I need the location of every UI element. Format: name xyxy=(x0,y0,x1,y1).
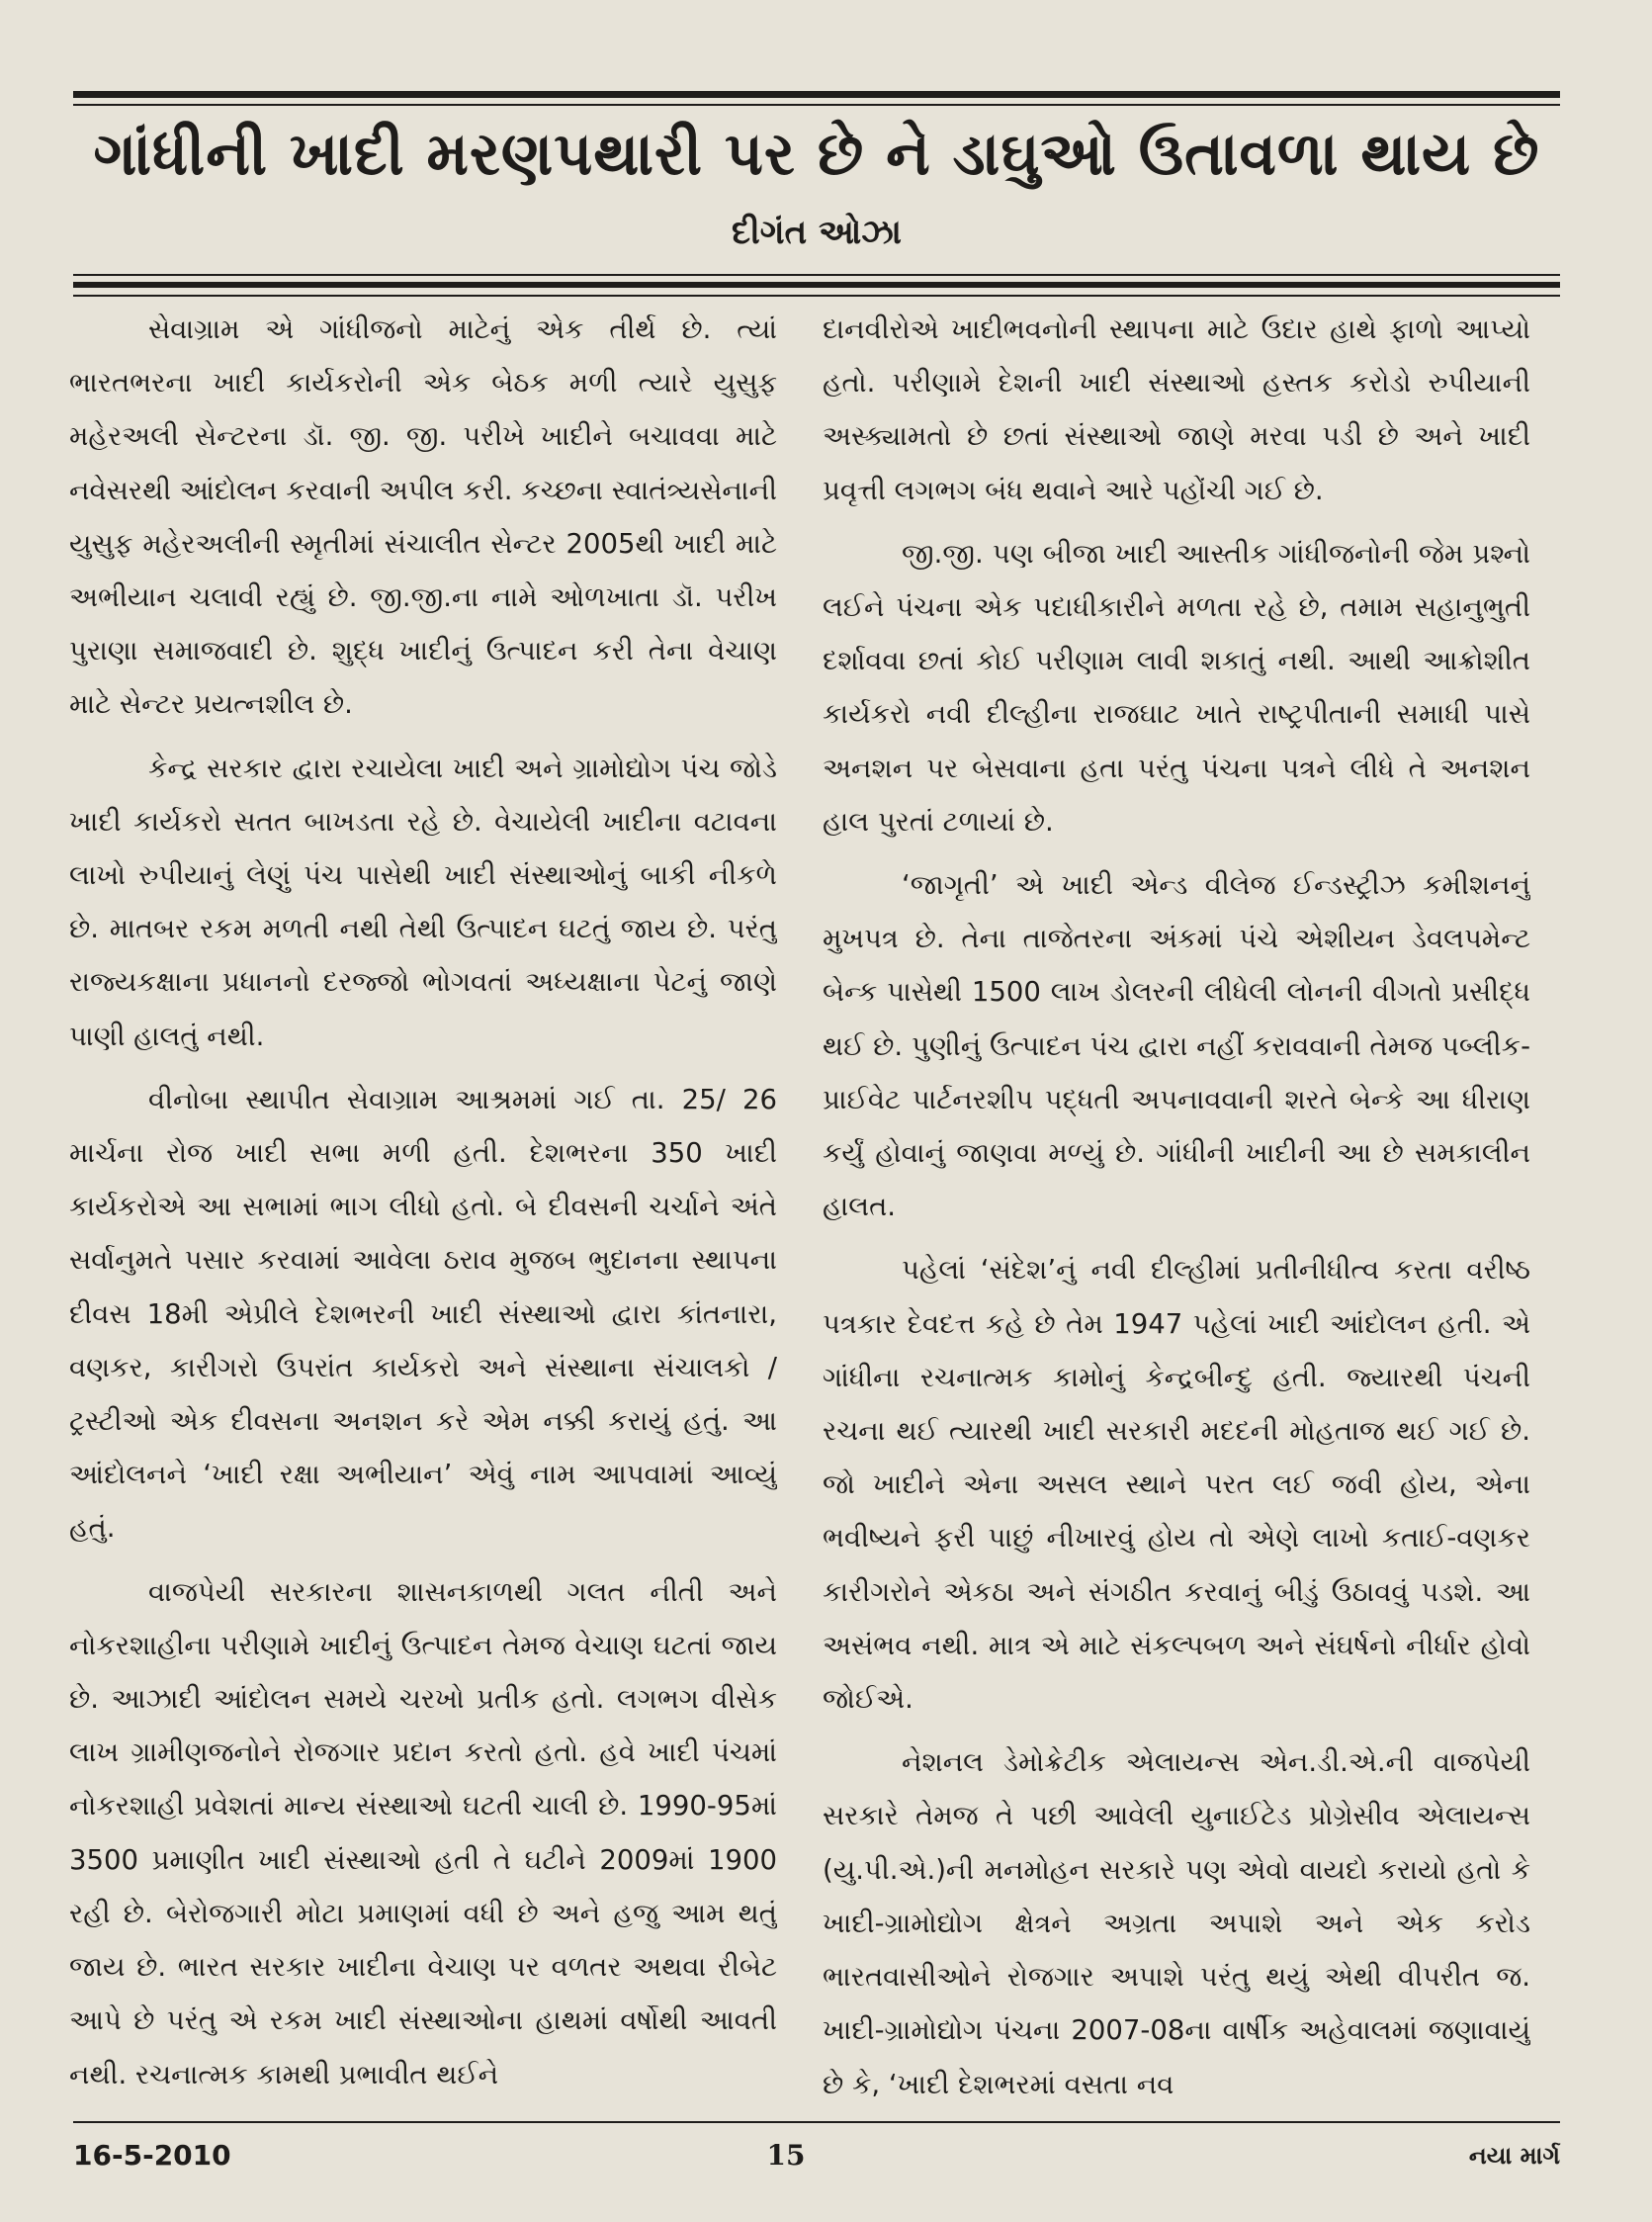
magazine-name: નયા માર્ગ xyxy=(1468,2142,1560,2170)
byline-rule-thin-top xyxy=(73,274,1560,276)
footer-rule xyxy=(73,2121,1560,2123)
paragraph: વાજપેયી સરકારના શાસનકાળથી ગલત નીતી અને નોકરશાહીના પરીણામે ખાદીનું ઉત્પાદન તેમજ વેચાણ ઘટતાં જાય છે. આઝાદી આંદોલન સમયે ચરખો પ્રતીક હતો. લગભગ વીસેક લાખ ગ્રામીણજનોને રોજગાર પ્રદાન કરતો હતો. હવે ખાદી પંચમાં નોકરશાહી પ્રવેશતાં માન્ય સંસ્થાઓ ઘટતી ચાલી છે. 1990-95માં 3500 પ્રમાણીત ખાદી સંસ્થાઓ હતી તે ઘટીને 2009માં 1900 રહી છે. બેરોજગારી મોટા પ્રમાણમાં વધી છે અને હજુ આમ થતું જાય છે. ભારત સરકાર ખાદીના વેચાણ પર વળતર અથવા રીબેટ આપે છે પરંતુ એ રકમ ખાદી સંસ્થાઓના હાથમાં વર્ષોથી આવતી નથી. રચનાત્મક કામથી પ્રભાવીત થઈને xyxy=(69,1575,777,2090)
paragraph: કેન્દ્ર સરકાર દ્વારા રચાયેલા ખાદી અને ગ્રામોદ્યોગ પંચ જોડે ખાદી કાર્યકરો સતત બાખડતા રહે છે. વેચાયેલી ખાદીના વટાવના લાખો રુપીયાનું લેણું પંચ પાસેથી ખાદી સંસ્થાઓનું બાકી નીકળે છે. માતબર રકમ મળતી નથી તેથી ઉત્પાદન ઘટતું જાય છે. પરંતુ રાજ્યકક્ષાના પ્રધાનનો દરજ્જો ભોગવતાં અધ્યક્ષાના પેટનું જાણે પાણી હાલતું નથી. xyxy=(69,752,777,1052)
article-title: ગાંધીની ખાદી મરણપથારી પર છે ને ડાઘુઓ ઉતાવળા થાય છે xyxy=(93,120,1540,189)
byline-rule-thin-bottom xyxy=(73,295,1560,297)
paragraph-continuation: દાનવીરોએ ખાદીભવનોની સ્થાપના માટે ઉદાર હાથે ફાળો આપ્યો હતો. પરીણામે દેશની ખાદી સંસ્થાઓ હસ્તક કરોડો રુપીયાની અસ્ક્યામતો છે છતાં સંસ્થાઓ જાણે મરવા પડી છે અને ખાદી પ્રવૃત્તી લગભગ બંધ થવાને આરે પહોંચી ગઈ છે. xyxy=(823,313,1530,506)
issue-date: 16-5-2010 xyxy=(73,2139,231,2172)
left-column xyxy=(69,303,777,2112)
paragraph: વીનોબા સ્થાપીત સેવાગ્રામ આશ્રમમાં ગઈ તા. 25/ 26 માર્ચના રોજ ખાદી સભા મળી હતી. દેશભરના 350 ખાદી કાર્યકરોએ આ સભામાં ભાગ લીધો હતો. બે દીવસની ચર્ચાને અંતે સર્વાનુમતે પસાર કરવામાં આવેલા ઠરાવ મુજબ ભુદાનના સ્થાપના દીવસ 18મી એપ્રીલે દેશભરની ખાદી સંસ્થાઓ દ્વારા કાંતનારા, વણકર, કારીગરો ઉપરાંત કાર્યકરો અને સંસ્થાના સંચાલકો / ટ્રસ્ટીઓ એક દીવસના અનશન કરે એમ નક્કી કરાયું હતું. આ આંદોલનને ‘ખાદી રક્ષા અભીયાન’ એવું નામ આપવામાં આવ્યું હતું. xyxy=(69,1083,777,1545)
paragraph: ‘જાગૃતી’ એ ખાદી એન્ડ વીલેજ ઈન્ડસ્ટ્રીઝ કમીશનનું મુખપત્ર છે. તેના તાજેતરના અંકમાં પંચે એશીયન ડેવલપમેન્ટ બેન્ક પાસેથી 1500 લાખ ડોલરની લીધેલી લોનની વીગતો પ્રસીદ્ધ થઈ છે. પુણીનું ઉત્પાદન પંચ દ્વારા નહીં કરાવવાની તેમજ પબ્લીક-પ્રાઈવેટ પાર્ટનરશીપ પદ્ધતી અપનાવવાની શરતે બેન્કે આ ધીરાણ કર્યું હોવાનું જાણવા મળ્યું છે. ગાંધીની ખાદીની આ છે સમકાલીન હાલત. xyxy=(823,869,1530,1223)
paragraph: સેવાગ્રામ એ ગાંધીજનો માટેનું એક તીર્થ છે. ત્યાં ભારતભરના ખાદી કાર્યકરોની એક બેઠક મળી ત્યારે યુસુફ મહેરઅલી સેન્ટરના ડૉ. જી. જી. પરીખે ખાદીને બચાવવા માટે નવેસરથી આંદોલન કરવાની અપીલ કરી. કચ્છના સ્વાતંત્ર્યસેનાની યુસુફ મહેરઅલીની સ્મૃતીમાં સંચાલીત સેન્ટર 2005થી ખાદી માટે અભીયાન ચલાવી રહ્યું છે. જી.જી.ના નામે ઓળખાતા ડૉ. પરીખ પુરાણા સમાજવાદી છે. શુદ્ધ ખાદીનું ઉત્પાદન કરી તેના વેચાણ માટે સેન્ટર પ્રયત્નશીલ છે. xyxy=(69,313,777,721)
byline-rule-thick xyxy=(73,282,1560,288)
right-column xyxy=(823,303,1530,2112)
header-rule-thick xyxy=(73,91,1560,98)
paragraph: નેશનલ ડેમોક્રેટીક એલાયન્સ એન.ડી.એ.ની વાજપેયી સરકારે તેમજ તે પછી આવેલી યુનાઈટેડ પ્રોગ્રેસીવ એલાયન્સ (યુ.પી.એ.)ની મનમોહન સરકારે પણ એવો વાયદો કરાયો હતો કે ખાદી-ગ્રામોદ્યોગ ક્ષેત્રને અગ્રતા અપાશે અને એક કરોડ ભારતવાસીઓને રોજગાર અપાશે પરંતુ થયું એથી વીપરીત જ. ખાદી-ગ્રામોદ્યોગ પંચના 2007-08ના વાર્ષીક અહેવાલમાં જણાવાયું છે કે, ‘ખાદી દેશભરમાં વસતા નવ xyxy=(823,1746,1530,2100)
paragraph: પહેલાં ‘સંદેશ’નું નવી દીલ્હીમાં પ્રતીનીધીત્વ કરતા વરીષ્ઠ પત્રકાર દેવદત્ત કહે છે તેમ 1947 પહેલાં ખાદી આંદોલન હતી. એ ગાંધીના રચનાત્મક કામોનું કેન્દ્રબીન્દુ હતી. જ્યારથી પંચની રચના થઈ ત્યારથી ખાદી સરકારી મદદની મોહતાજ થઈ ગઈ છે. જો ખાદીને એના અસલ સ્થાને પરત લઈ જવી હોય, એના ભવીષ્યને ફરી પાછું નીખારવું હોય તો એણે લાખો કતાઈ-વણકર કારીગરોને એકઠા અને સંગઠીત કરવાનું બીડું ઉઠાવવું પડશે. આ અસંભવ નથી. માત્ર એ માટે સંકલ્પબળ અને સંઘર્ષનો નીર્ધાર હોવો જોઈએ. xyxy=(823,1254,1530,1716)
article-author: દીગંત ઓઝા xyxy=(732,213,902,252)
page-number: 15 xyxy=(766,2139,806,2172)
header-rule-thin xyxy=(73,104,1560,106)
paragraph: જી.જી. પણ બીજા ખાદી આસ્તીક ગાંધીજનોની જેમ પ્રશ્નો લઈને પંચના એક પદાધીકારીને મળતા રહે છે, તમામ સહાનુભુતી દર્શાવવા છતાં કોઈ પરીણામ લાવી શકાતું નથી. આથી આક્રોશીત કાર્યકરો નવી દીલ્હીના રાજઘાટ ખાતે રાષ્ટ્રપીતાની સમાધી પાસે અનશન પર બેસવાના હતા પરંતુ પંચના પત્રને લીધે તે અનશન હાલ પુરતાં ટળાયાં છે. xyxy=(823,537,1530,838)
